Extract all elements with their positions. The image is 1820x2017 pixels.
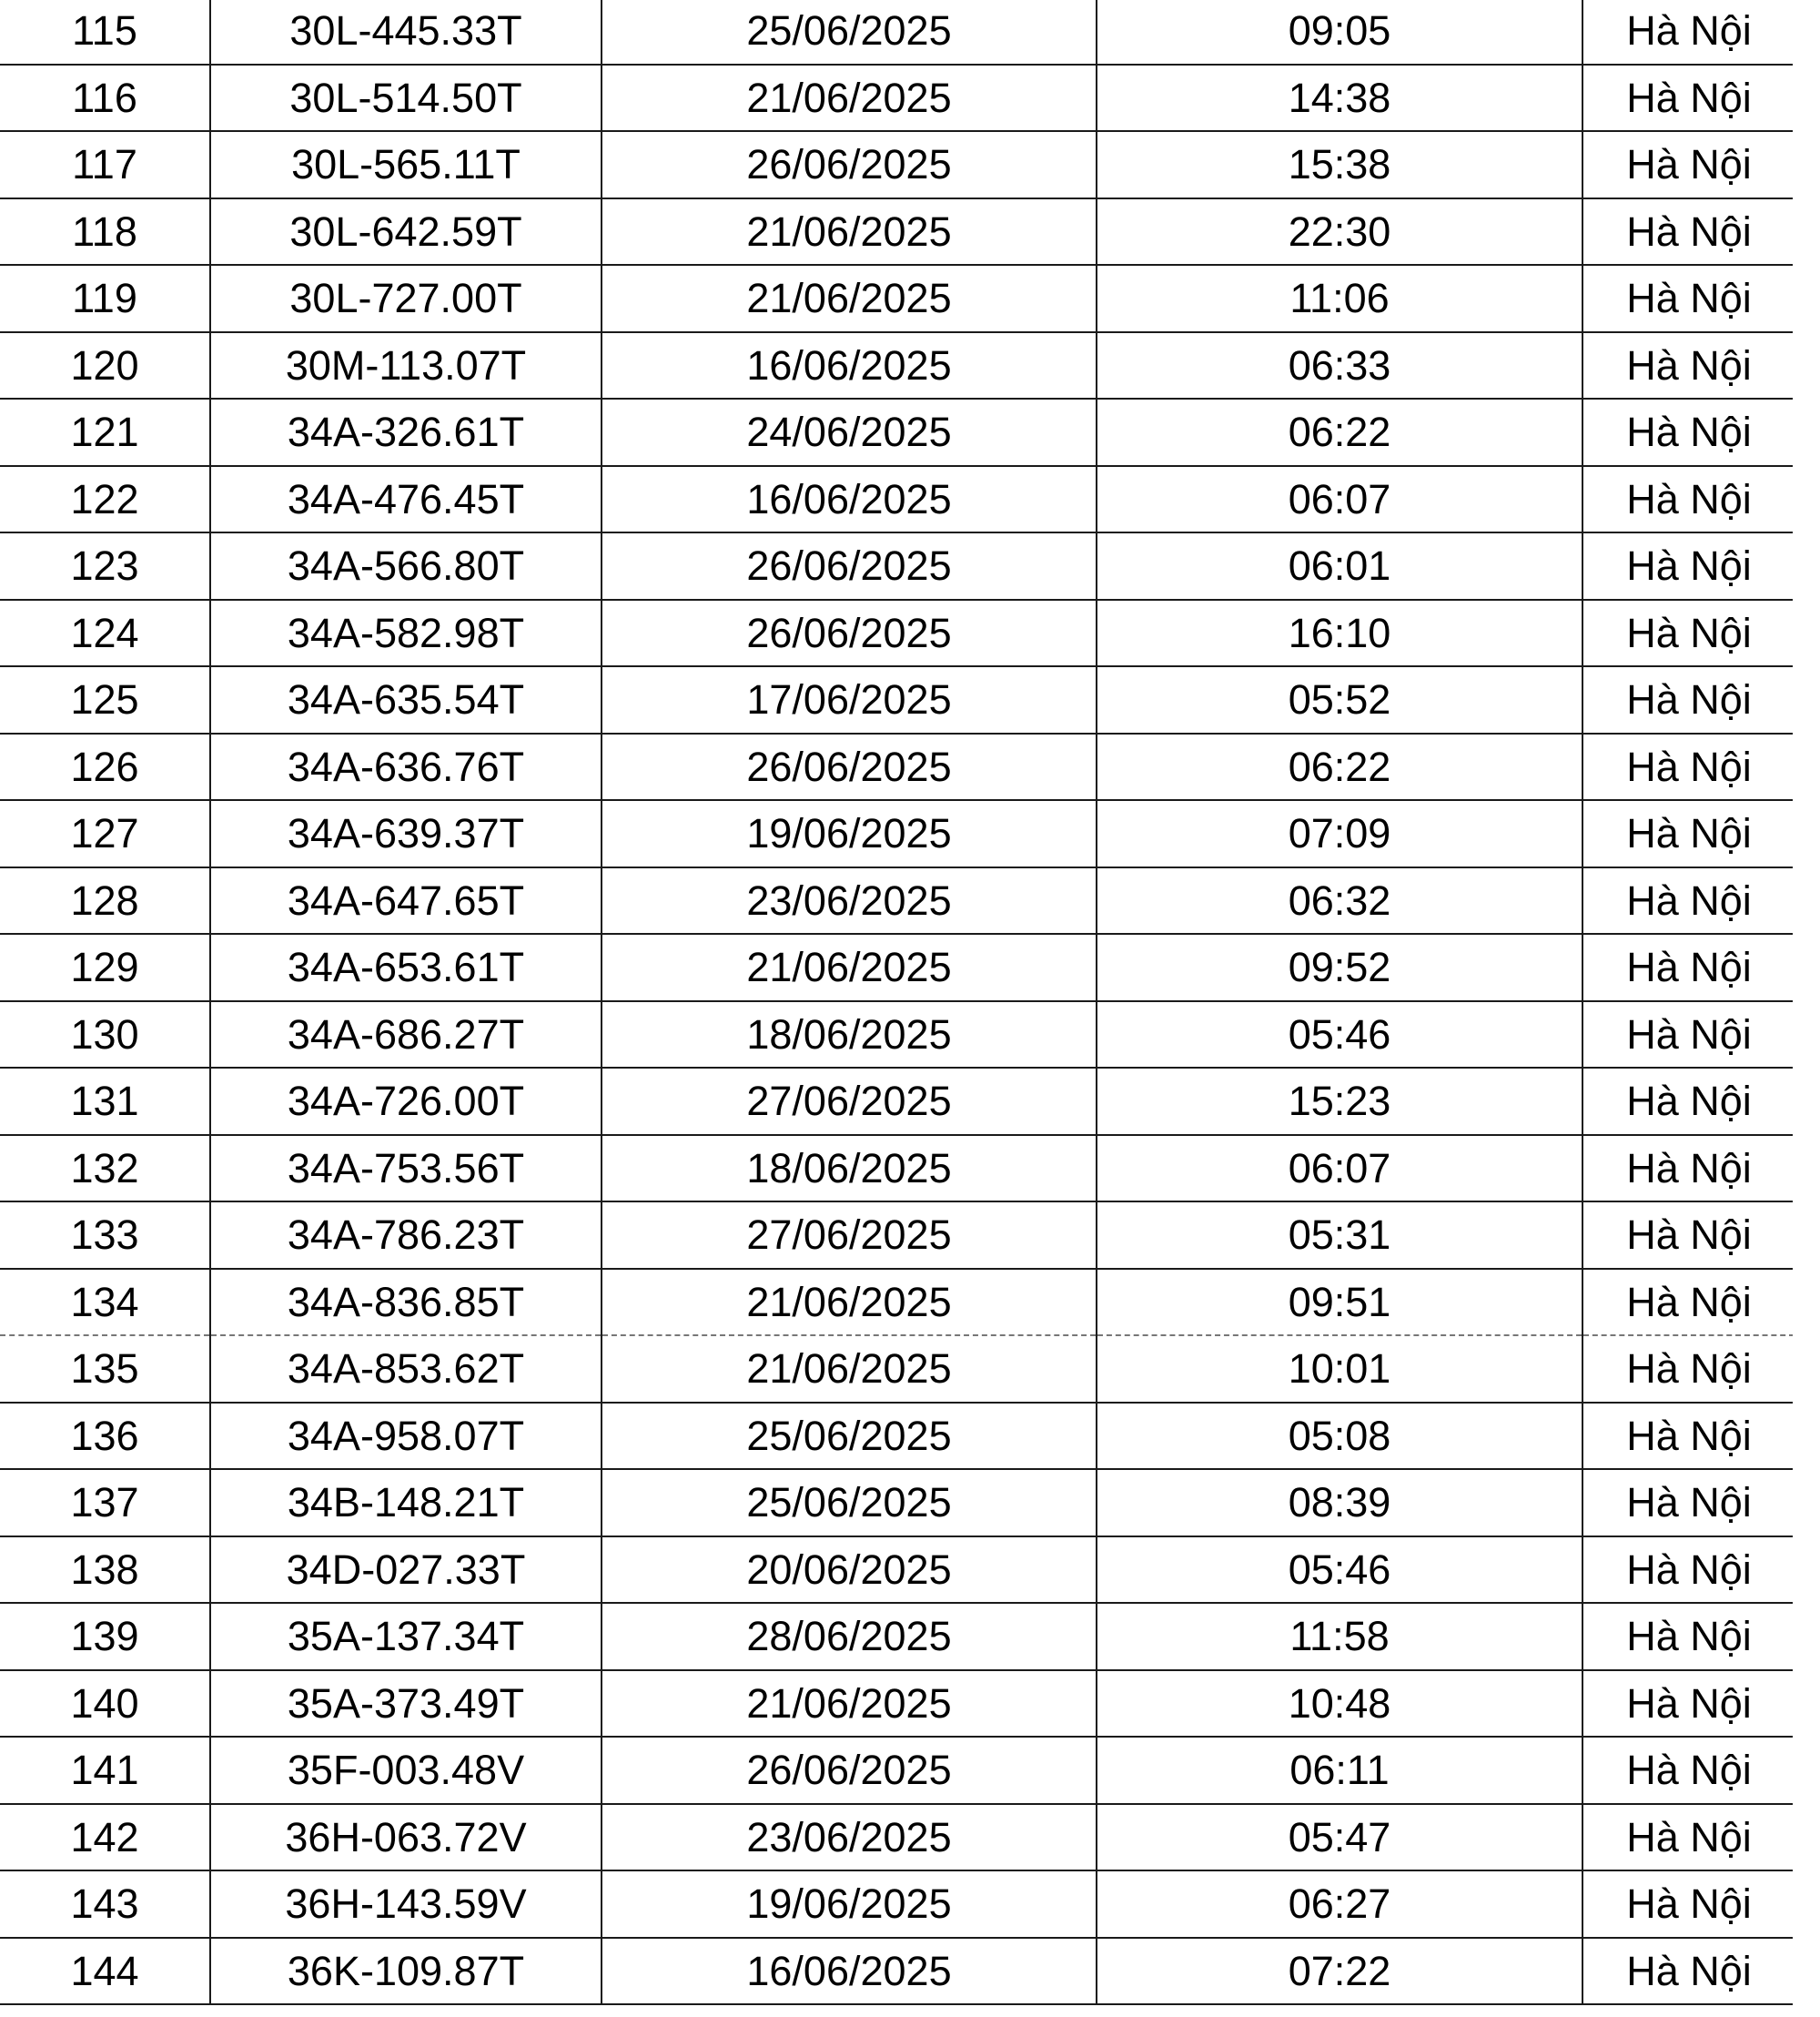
cell-license-plate[interactable]: 35A-137.34T	[210, 1603, 602, 1670]
cell-row-number[interactable]: 123	[0, 532, 210, 600]
cell-row-number[interactable]: 116	[0, 65, 210, 132]
cell-date[interactable]: 21/06/2025	[602, 934, 1097, 1001]
cell-time[interactable]: 16:10	[1097, 600, 1582, 667]
table-row	[0, 1135, 1795, 1202]
cell-location[interactable]: Hà Nội	[1582, 666, 1795, 734]
cell-time[interactable]: 06:27	[1097, 1870, 1582, 1938]
cell-date[interactable]: 19/06/2025	[602, 800, 1097, 867]
cell-row-number[interactable]: 129	[0, 934, 210, 1001]
cell-date[interactable]: 23/06/2025	[602, 1804, 1097, 1871]
table-row	[0, 399, 1795, 466]
cell-location[interactable]: Hà Nội	[1582, 332, 1795, 400]
cell-date[interactable]: 26/06/2025	[602, 532, 1097, 600]
cell-time[interactable]: 06:01	[1097, 532, 1582, 600]
cell-time[interactable]: 06:32	[1097, 867, 1582, 935]
table-row	[0, 0, 1795, 65]
cell-row-number[interactable]: 138	[0, 1536, 210, 1604]
cell-row-number[interactable]: 139	[0, 1603, 210, 1670]
cell-license-plate[interactable]: 35A-373.49T	[210, 1670, 602, 1738]
cell-location[interactable]: Hà Nội	[1582, 934, 1795, 1001]
cell-license-plate[interactable]: 34A-786.23T	[210, 1201, 602, 1269]
cell-license-plate[interactable]: 30L-565.11T	[210, 131, 602, 198]
cell-location[interactable]: Hà Nội	[1582, 131, 1795, 198]
table-row	[0, 1870, 1795, 1938]
cell-location[interactable]: Hà Nội	[1582, 1201, 1795, 1269]
cell-date[interactable]: 16/06/2025	[602, 332, 1097, 400]
table-row	[0, 1536, 1795, 1604]
cell-time[interactable]: 11:58	[1097, 1603, 1582, 1670]
cell-row-number[interactable]: 115	[0, 0, 210, 65]
cell-time[interactable]: 05:46	[1097, 1536, 1582, 1604]
cell-license-plate[interactable]: 36H-063.72V	[210, 1804, 602, 1871]
table-row	[0, 1068, 1795, 1135]
cell-location[interactable]: Hà Nội	[1582, 1804, 1795, 1871]
cell-date[interactable]: 21/06/2025	[602, 65, 1097, 132]
cell-date[interactable]: 18/06/2025	[602, 1135, 1097, 1202]
cell-time[interactable]: 09:05	[1097, 0, 1582, 65]
cell-date[interactable]: 21/06/2025	[602, 1670, 1097, 1738]
cell-time[interactable]: 22:30	[1097, 198, 1582, 266]
cell-date[interactable]: 17/06/2025	[602, 666, 1097, 734]
cell-time[interactable]: 06:11	[1097, 1737, 1582, 1804]
cell-location[interactable]: Hà Nội	[1582, 867, 1795, 935]
table-row	[0, 934, 1795, 1001]
cell-license-plate[interactable]: 34A-853.62T	[210, 1335, 602, 1403]
table-row	[0, 131, 1795, 198]
cell-date[interactable]: 26/06/2025	[602, 131, 1097, 198]
cell-time[interactable]: 07:09	[1097, 800, 1582, 867]
cell-row-number[interactable]: 117	[0, 131, 210, 198]
cell-time[interactable]: 06:07	[1097, 1135, 1582, 1202]
cell-license-plate[interactable]: 34A-636.76T	[210, 734, 602, 801]
cell-row-number[interactable]: 135	[0, 1335, 210, 1403]
cell-date[interactable]: 20/06/2025	[602, 1536, 1097, 1604]
cell-row-number[interactable]: 131	[0, 1068, 210, 1135]
table-row	[0, 466, 1795, 533]
table-row	[0, 65, 1795, 132]
cell-license-plate[interactable]: 34A-326.61T	[210, 399, 602, 466]
cell-row-number[interactable]: 143	[0, 1870, 210, 1938]
cell-location[interactable]: Hà Nội	[1582, 600, 1795, 667]
cell-license-plate[interactable]: 30L-445.33T	[210, 0, 602, 65]
cell-license-plate[interactable]: 34A-582.98T	[210, 600, 602, 667]
cell-row-number[interactable]: 119	[0, 265, 210, 332]
cell-location[interactable]: Hà Nội	[1582, 1737, 1795, 1804]
table-row	[0, 734, 1795, 801]
cell-time[interactable]: 09:51	[1097, 1269, 1582, 1336]
cell-license-plate[interactable]: 35F-003.48V	[210, 1737, 602, 1804]
cell-row-number[interactable]: 120	[0, 332, 210, 400]
cell-license-plate[interactable]: 34A-686.27T	[210, 1001, 602, 1069]
cell-license-plate[interactable]: 34A-836.85T	[210, 1269, 602, 1336]
cell-license-plate[interactable]: 34A-647.65T	[210, 867, 602, 935]
cell-time[interactable]: 11:06	[1097, 265, 1582, 332]
table-row	[0, 666, 1795, 734]
cell-date[interactable]: 19/06/2025	[602, 1870, 1097, 1938]
cell-row-number[interactable]: 130	[0, 1001, 210, 1069]
cell-row-number[interactable]: 128	[0, 867, 210, 935]
cell-location[interactable]: Hà Nội	[1582, 1001, 1795, 1069]
cell-time[interactable]: 14:38	[1097, 65, 1582, 132]
table-row	[0, 600, 1795, 667]
cell-time[interactable]: 06:33	[1097, 332, 1582, 400]
table-row	[0, 1469, 1795, 1536]
table-row	[0, 1603, 1795, 1670]
cell-license-plate[interactable]: 30L-727.00T	[210, 265, 602, 332]
cell-license-plate[interactable]: 34A-635.54T	[210, 666, 602, 734]
cell-location[interactable]: Hà Nội	[1582, 1603, 1795, 1670]
table-row	[0, 1335, 1795, 1403]
cell-date[interactable]: 27/06/2025	[602, 1068, 1097, 1135]
table-row	[0, 198, 1795, 266]
cell-location[interactable]: Hà Nội	[1582, 1469, 1795, 1536]
table-row	[0, 1269, 1795, 1336]
cell-location[interactable]: Hà Nội	[1582, 0, 1795, 65]
table-row	[0, 265, 1795, 332]
cell-row-number[interactable]: 134	[0, 1269, 210, 1336]
cell-row-number[interactable]: 126	[0, 734, 210, 801]
cell-time[interactable]: 09:52	[1097, 934, 1582, 1001]
cell-date[interactable]: 21/06/2025	[602, 265, 1097, 332]
cell-location[interactable]: Hà Nội	[1582, 1403, 1795, 1470]
cell-location[interactable]: Hà Nội	[1582, 1135, 1795, 1202]
cell-row-number[interactable]: 144	[0, 1938, 210, 2005]
cell-date[interactable]: 21/06/2025	[602, 1335, 1097, 1403]
cell-time[interactable]: 07:22	[1097, 1938, 1582, 2005]
cell-license-plate[interactable]: 34A-653.61T	[210, 934, 602, 1001]
table-row	[0, 1804, 1795, 1871]
cell-location[interactable]: Hà Nội	[1582, 466, 1795, 533]
cell-time[interactable]: 06:07	[1097, 466, 1582, 533]
table-row	[0, 1403, 1795, 1470]
cell-row-number[interactable]: 127	[0, 800, 210, 867]
cell-time[interactable]: 05:46	[1097, 1001, 1582, 1069]
cell-location[interactable]: Hà Nội	[1582, 1269, 1795, 1336]
cell-time[interactable]: 05:52	[1097, 666, 1582, 734]
cell-date[interactable]: 21/06/2025	[602, 1269, 1097, 1336]
cell-location[interactable]: Hà Nội	[1582, 265, 1795, 332]
cell-time[interactable]: 05:31	[1097, 1201, 1582, 1269]
cell-license-plate[interactable]: 34A-958.07T	[210, 1403, 602, 1470]
table-row	[0, 800, 1795, 867]
table-row	[0, 1737, 1795, 1804]
cell-location[interactable]: Hà Nội	[1582, 1870, 1795, 1938]
cell-location[interactable]: Hà Nội	[1582, 734, 1795, 801]
cell-row-number[interactable]: 133	[0, 1201, 210, 1269]
cell-license-plate[interactable]: 36K-109.87T	[210, 1938, 602, 2005]
cell-date[interactable]: 23/06/2025	[602, 867, 1097, 935]
table-row	[0, 867, 1795, 935]
cell-time[interactable]: 08:39	[1097, 1469, 1582, 1536]
cell-date[interactable]: 21/06/2025	[602, 198, 1097, 266]
cell-time[interactable]: 05:08	[1097, 1403, 1582, 1470]
cell-date[interactable]: 25/06/2025	[602, 1403, 1097, 1470]
cell-date[interactable]: 26/06/2025	[602, 600, 1097, 667]
cell-date[interactable]: 16/06/2025	[602, 1938, 1097, 2005]
cell-time[interactable]: 06:22	[1097, 734, 1582, 801]
cell-location[interactable]: Hà Nội	[1582, 1938, 1795, 2005]
cell-row-number[interactable]: 137	[0, 1469, 210, 1536]
cell-license-plate[interactable]: 30L-514.50T	[210, 65, 602, 132]
table-row	[0, 1670, 1795, 1738]
cell-license-plate[interactable]: 34A-753.56T	[210, 1135, 602, 1202]
cell-location[interactable]: Hà Nội	[1582, 399, 1795, 466]
cell-date[interactable]: 25/06/2025	[602, 0, 1097, 65]
cell-location[interactable]: Hà Nội	[1582, 1068, 1795, 1135]
cell-date[interactable]: 26/06/2025	[602, 734, 1097, 801]
cell-license-plate[interactable]: 30L-642.59T	[210, 198, 602, 266]
cell-row-number[interactable]: 121	[0, 399, 210, 466]
cell-row-number[interactable]: 124	[0, 600, 210, 667]
cell-license-plate[interactable]: 34A-639.37T	[210, 800, 602, 867]
cell-license-plate[interactable]: 34A-476.45T	[210, 466, 602, 533]
cell-row-number[interactable]: 140	[0, 1670, 210, 1738]
cell-date[interactable]: 18/06/2025	[602, 1001, 1097, 1069]
cell-date[interactable]: 26/06/2025	[602, 1737, 1097, 1804]
cell-date[interactable]: 16/06/2025	[602, 466, 1097, 533]
cell-license-plate[interactable]: 36H-143.59V	[210, 1870, 602, 1938]
cell-row-number[interactable]: 132	[0, 1135, 210, 1202]
cell-row-number[interactable]: 125	[0, 666, 210, 734]
cell-location[interactable]: Hà Nội	[1582, 198, 1795, 266]
cell-row-number[interactable]: 122	[0, 466, 210, 533]
cell-row-number[interactable]: 118	[0, 198, 210, 266]
cell-location[interactable]: Hà Nội	[1582, 800, 1795, 867]
cell-location[interactable]: Hà Nội	[1582, 65, 1795, 132]
cell-time[interactable]: 06:22	[1097, 399, 1582, 466]
cell-location[interactable]: Hà Nội	[1582, 532, 1795, 600]
cell-date[interactable]: 27/06/2025	[602, 1201, 1097, 1269]
cell-date[interactable]: 25/06/2025	[602, 1469, 1097, 1536]
cell-location[interactable]: Hà Nội	[1582, 1335, 1795, 1403]
cell-date[interactable]: 28/06/2025	[602, 1603, 1097, 1670]
cell-row-number[interactable]: 141	[0, 1737, 210, 1804]
table-row	[0, 532, 1795, 600]
cell-row-number[interactable]: 142	[0, 1804, 210, 1871]
cell-time[interactable]: 15:38	[1097, 131, 1582, 198]
cell-time[interactable]: 15:23	[1097, 1068, 1582, 1135]
cell-license-plate[interactable]: 34D-027.33T	[210, 1536, 602, 1604]
table-row	[0, 1001, 1795, 1069]
cell-license-plate[interactable]: 30M-113.07T	[210, 332, 602, 400]
cell-time[interactable]: 05:47	[1097, 1804, 1582, 1871]
cell-row-number[interactable]: 136	[0, 1403, 210, 1470]
cell-date[interactable]: 24/06/2025	[602, 399, 1097, 466]
cell-time[interactable]: 10:01	[1097, 1335, 1582, 1403]
sheet-margin	[1793, 0, 1820, 2017]
table-row	[0, 332, 1795, 400]
cell-license-plate[interactable]: 34B-148.21T	[210, 1469, 602, 1536]
table-row	[0, 1938, 1795, 2005]
cell-location[interactable]: Hà Nội	[1582, 1536, 1795, 1604]
cell-license-plate[interactable]: 34A-726.00T	[210, 1068, 602, 1135]
table-row	[0, 1201, 1795, 1269]
cell-license-plate[interactable]: 34A-566.80T	[210, 532, 602, 600]
cell-time[interactable]: 10:48	[1097, 1670, 1582, 1738]
cell-location[interactable]: Hà Nội	[1582, 1670, 1795, 1738]
